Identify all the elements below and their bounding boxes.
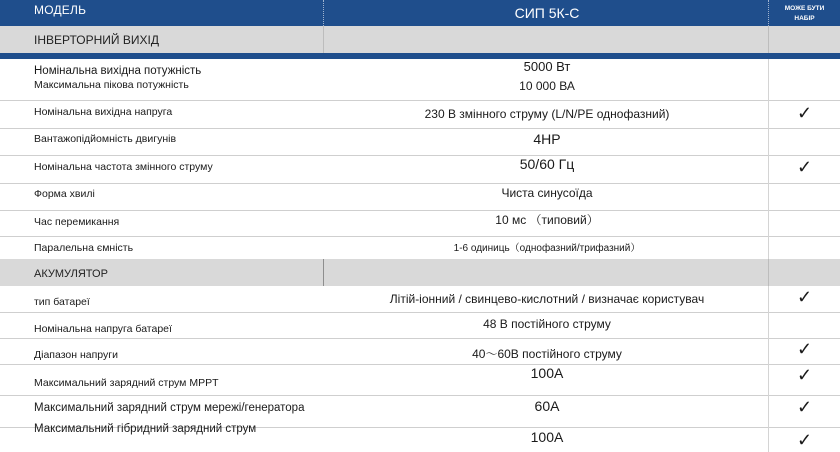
- table-row: [0, 129, 840, 155]
- table-row: [0, 59, 840, 79]
- table-row: [0, 237, 840, 259]
- row-label: Максимальний гібридний зарядний струм: [34, 423, 257, 435]
- check-icon: ✓: [796, 339, 813, 359]
- table-row: [0, 101, 840, 128]
- row-value: 230 В змінного струму (L/N/PE однофазний): [424, 107, 670, 121]
- table-row: [0, 313, 840, 338]
- table-row: [0, 79, 840, 100]
- header-separator: [768, 0, 770, 26]
- section-inverter: [0, 26, 840, 53]
- row-value: 48 В постійного струму: [483, 317, 611, 331]
- row-value: 4HP: [533, 131, 561, 147]
- row-value: 10 000 ВА: [519, 79, 575, 93]
- row-value: 50/60 Гц: [519, 156, 575, 172]
- section-battery: [0, 259, 840, 286]
- section-separator: [768, 259, 769, 286]
- check-icon: ✓: [796, 365, 813, 385]
- row-label: Максимальний зарядний струм MPPT: [34, 377, 219, 389]
- column-separator: [768, 286, 769, 452]
- table-row: [0, 339, 840, 364]
- row-label: Номінальна напруга батареї: [34, 323, 172, 335]
- table-row: [0, 184, 840, 210]
- section-battery-title: АКУМУЛЯТОР: [34, 268, 108, 280]
- model-value: СИП 5К-С: [514, 5, 580, 21]
- row-label: Вантажопідйомність двигунів: [34, 133, 177, 145]
- row-label: Час перемикання: [34, 216, 120, 228]
- section-separator: [323, 259, 324, 286]
- row-value: Чиста синусоїда: [501, 186, 593, 200]
- optional-column-header: [769, 4, 840, 24]
- optional-label-line1: МОЖЕ БУТИ: [784, 5, 825, 12]
- row-label: Форма хвилі: [34, 188, 95, 200]
- row-label: тип батареї: [34, 296, 90, 308]
- row-value: 1-6 одиниць（однофазний/трифазний）: [453, 243, 641, 254]
- row-value: 100A: [530, 429, 564, 445]
- check-icon: ✓: [796, 287, 813, 307]
- header-separator: [323, 0, 325, 26]
- row-label: Діапазон напруги: [34, 349, 118, 361]
- row-label: Максимальний зарядний струм мережі/генератора: [34, 402, 305, 414]
- check-icon: ✓: [796, 157, 813, 177]
- check-icon: ✓: [796, 430, 813, 450]
- table-row: [0, 422, 840, 452]
- table-row: [0, 211, 840, 236]
- row-label: Номінальна частота змінного струму: [34, 161, 213, 173]
- section-inverter-title: ІНВЕРТОРНИЙ ВИХІД: [34, 33, 159, 47]
- section-separator: [768, 26, 769, 53]
- row-value: 5000 Вт: [523, 59, 571, 74]
- table-row: [0, 156, 840, 183]
- row-value: 40～60В постійного струму: [472, 347, 622, 361]
- check-icon: ✓: [796, 397, 813, 417]
- row-value: 60A: [534, 398, 560, 414]
- column-separator: [768, 59, 769, 259]
- row-value: Літій-іонний / свинцево-кислотний / визначає користувач: [389, 292, 705, 306]
- row-value: 100A: [530, 365, 564, 381]
- row-label: Максимальна пікова потужність: [34, 79, 189, 91]
- check-icon: ✓: [796, 103, 813, 123]
- row-label: Номінальна вихідна потужність: [34, 65, 202, 77]
- table-header: [0, 0, 840, 26]
- row-label: Номінальна вихідна напруга: [34, 106, 173, 118]
- table-row: [0, 286, 840, 312]
- row-label: Паралельна ємність: [34, 242, 134, 254]
- section-separator: [323, 26, 324, 53]
- model-label: МОДЕЛЬ: [34, 3, 87, 17]
- row-value: 10 мс （типовий）: [495, 213, 599, 227]
- table-row: [0, 365, 840, 395]
- optional-label-line2: НАБІР: [794, 15, 815, 22]
